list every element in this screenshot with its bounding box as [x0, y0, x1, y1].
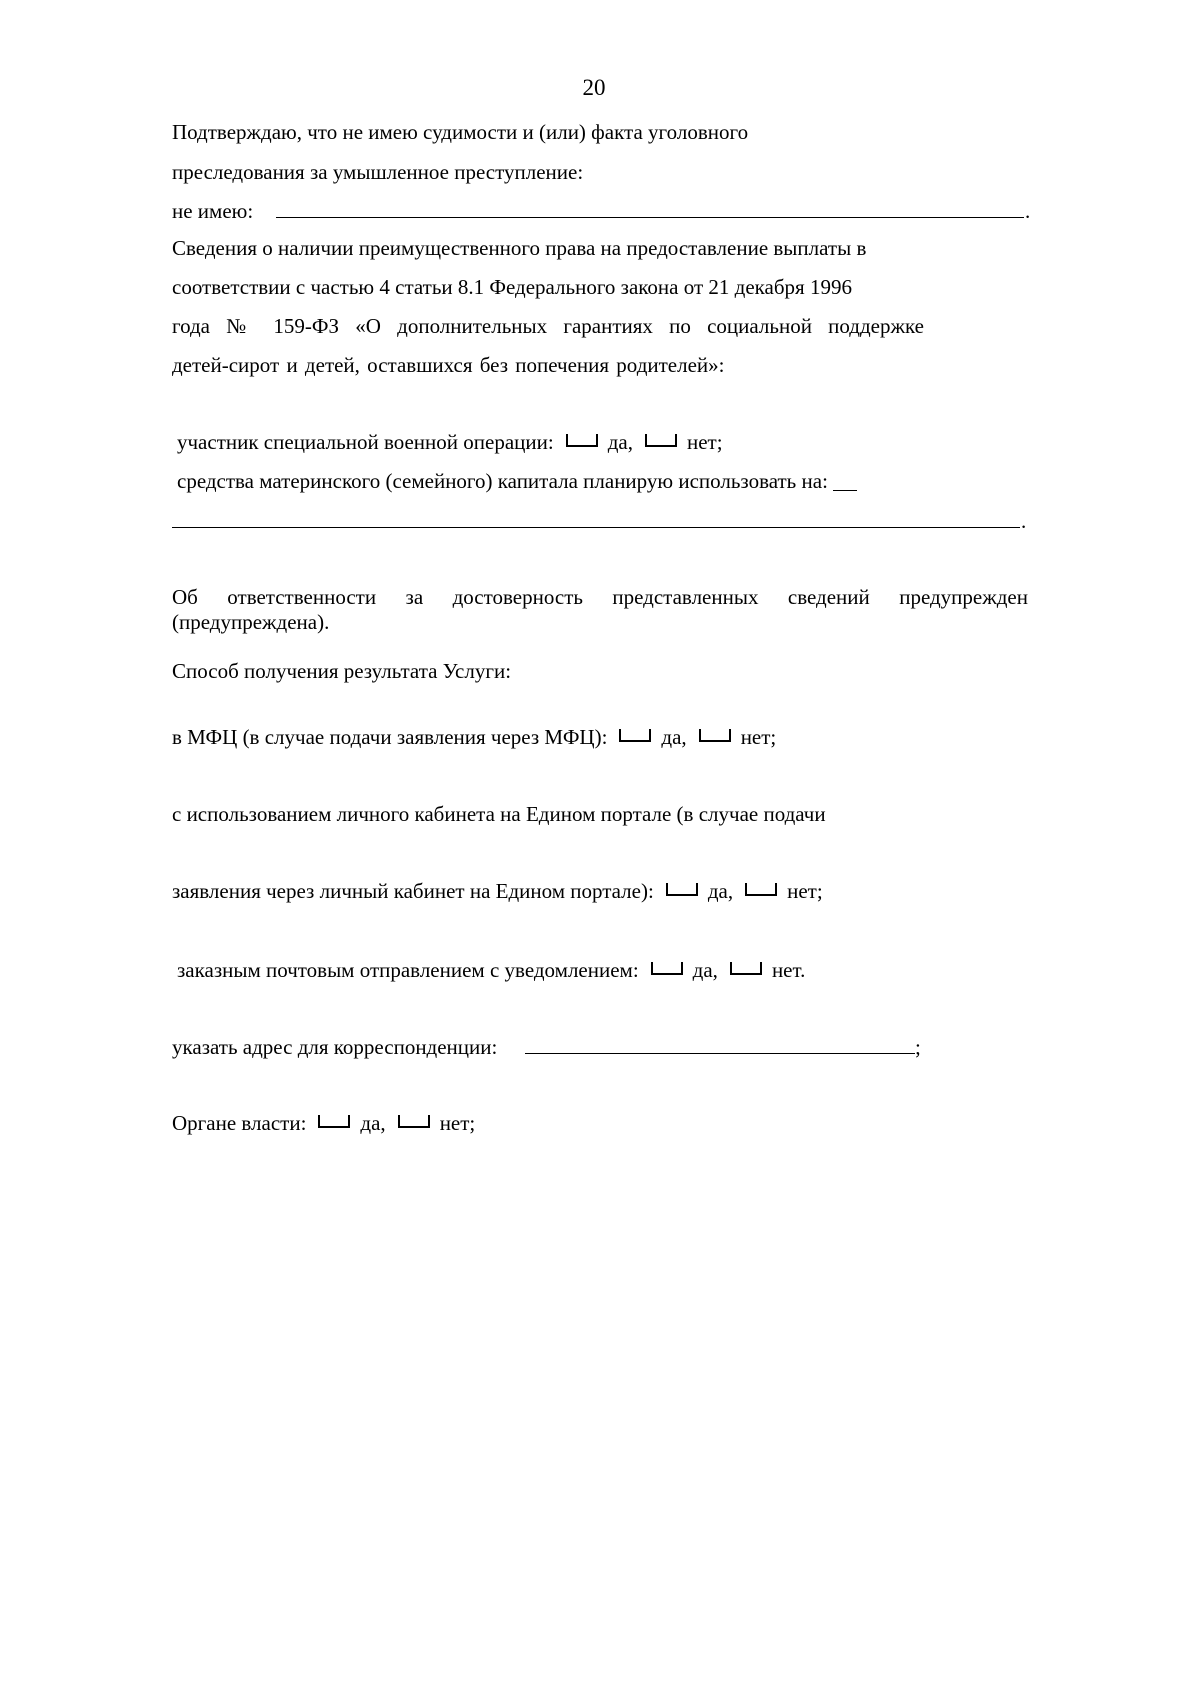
no-conviction-end: .: [1025, 199, 1031, 223]
svo-row: [177, 432, 723, 453]
mail-label: заказным почтовым отправлением с уведомлением:: [177, 958, 639, 982]
svo-no-checkbox[interactable]: [645, 434, 677, 447]
mail-no-label: нет.: [771, 958, 806, 982]
portal-no-label: нет;: [787, 879, 823, 903]
authority-label: Органе власти:: [172, 1111, 307, 1135]
no-conviction-label: не имею:: [172, 199, 254, 223]
page-number: 20: [582, 75, 606, 100]
authority-no-checkbox[interactable]: [398, 1115, 430, 1128]
mail-no-checkbox[interactable]: [730, 962, 762, 975]
no-conviction-field[interactable]: [276, 217, 1024, 218]
capital-short-field[interactable]: [833, 473, 857, 491]
mfc-yes-checkbox[interactable]: [619, 729, 651, 742]
portal-yes-label: да,: [707, 879, 734, 903]
method-title: Способ получения результата Услуги:: [172, 659, 512, 683]
portal-yes-checkbox[interactable]: [666, 883, 698, 896]
responsibility-line-2: (предупреждена).: [172, 610, 330, 634]
preference-line-3: года № 159-ФЗ «О дополнительных гарантиях по социальной поддержке: [172, 314, 924, 338]
capital-field[interactable]: [172, 527, 1020, 528]
preference-line-2: соответствии с частью 4 статьи 8.1 Федерального закона от 21 декабря 1996: [172, 275, 852, 299]
mfc-no-label: нет;: [740, 725, 777, 749]
mfc-no-checkbox[interactable]: [699, 729, 731, 742]
mail-yes-checkbox[interactable]: [651, 962, 683, 975]
mail-row: [177, 960, 805, 981]
capital-end: .: [1021, 509, 1027, 533]
mail-yes-label: да,: [692, 958, 718, 982]
mfc-label: в МФЦ (в случае подачи заявления через МФЦ):: [172, 725, 608, 749]
address-end: ;: [915, 1035, 921, 1059]
svo-yes-label: да,: [607, 430, 633, 454]
conviction-line-2: преследования за умышленное преступление:: [172, 160, 584, 184]
conviction-line-1: Подтверждаю, что не имею судимости и (или) факта уголовного: [172, 120, 749, 144]
portal-line-1: с использованием личного кабинета на Едином портале (в случае подачи: [172, 802, 826, 826]
svo-yes-checkbox[interactable]: [566, 434, 598, 447]
address-field[interactable]: [525, 1053, 915, 1054]
capital-label: средства материнского (семейного) капитала планирую использовать на:: [177, 469, 828, 493]
svo-label: участник специальной военной операции:: [177, 430, 554, 454]
address-label: указать адрес для корреспонденции:: [172, 1035, 498, 1059]
authority-yes-label: да,: [360, 1111, 386, 1135]
authority-no-label: нет;: [439, 1111, 476, 1135]
mfc-yes-label: да,: [661, 725, 687, 749]
authority-yes-checkbox[interactable]: [318, 1115, 350, 1128]
portal-no-checkbox[interactable]: [745, 883, 777, 896]
capital-row: [177, 471, 857, 492]
preference-line-1: Сведения о наличии преимущественного права на предоставление выплаты в: [172, 236, 867, 260]
svo-no-label: нет;: [686, 430, 723, 454]
portal-label: заявления через личный кабинет на Едином портале):: [172, 879, 654, 903]
responsibility-line-1: Об ответственности за достоверность представленных сведений предупрежден: [172, 585, 1028, 609]
portal-row: [172, 881, 823, 902]
authority-row: [172, 1113, 475, 1134]
mfc-row: [172, 727, 776, 748]
preference-line-4: детей-сирот и детей, оставшихся без попечения родителей»:: [172, 353, 725, 377]
